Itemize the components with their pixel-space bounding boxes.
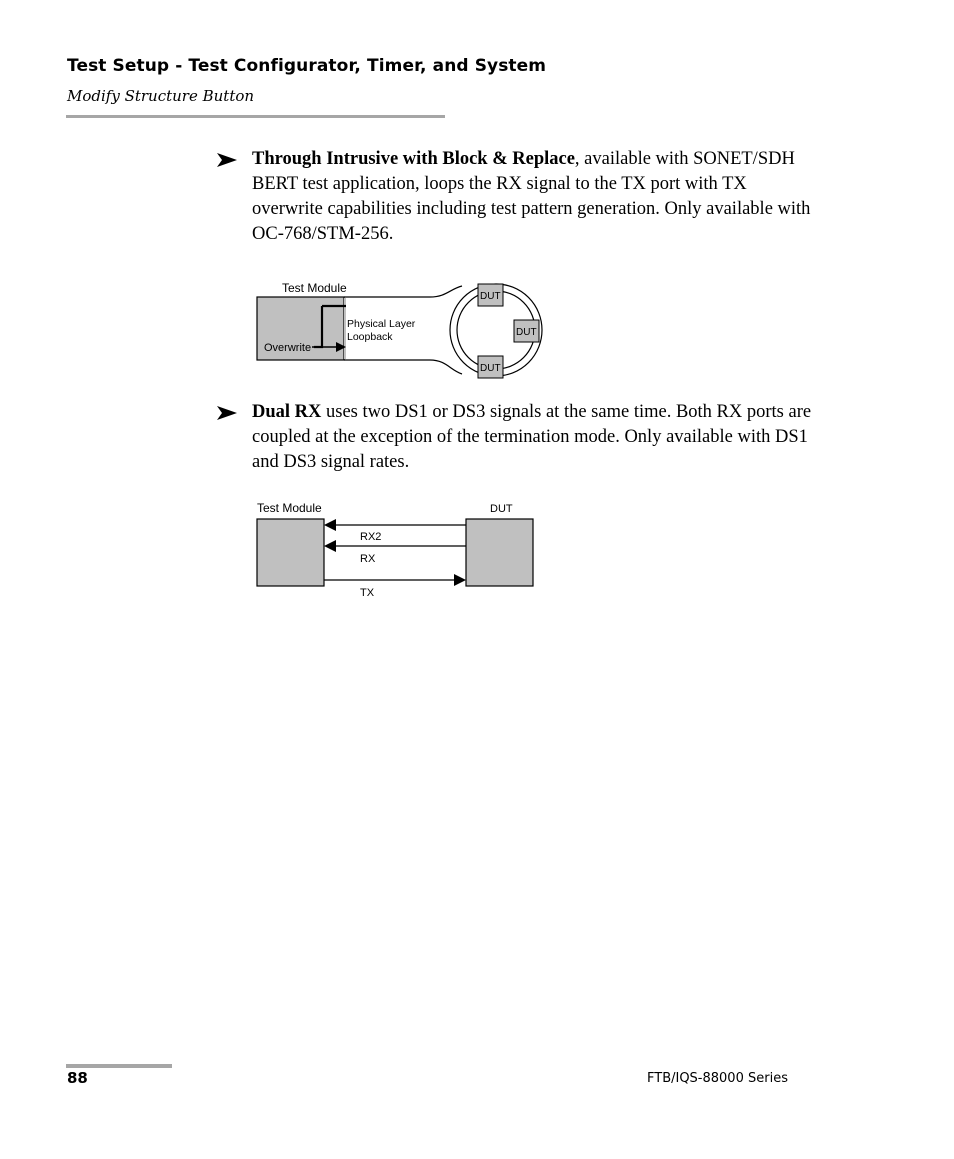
tx-arrowhead bbox=[454, 574, 466, 586]
section-title: Test Setup - Test Configurator, Timer, and System bbox=[67, 56, 547, 76]
dut-label: DUT bbox=[490, 503, 513, 515]
test-module-label: Test Module bbox=[282, 281, 347, 295]
test-module-box bbox=[257, 519, 324, 586]
bullet-dual-rx bbox=[252, 400, 812, 475]
loopback-label-line1: Physical Layer bbox=[347, 318, 416, 330]
header-divider bbox=[66, 115, 445, 118]
test-module-label: Test Module bbox=[257, 501, 322, 515]
rx-arrowhead bbox=[324, 540, 336, 552]
rx2-label: RX2 bbox=[360, 531, 382, 543]
bullet-text: uses two DS1 or DS3 signals at the same time. Both RX ports are coupled at the exception of the termination mode. Only available with DS1 and DS3 signal rates. bbox=[252, 402, 812, 472]
bullet-bold-label: Through Intrusive with Block & Replace bbox=[252, 149, 575, 169]
dual-rx-diagram bbox=[250, 496, 540, 602]
section-subtitle: Modify Structure Button bbox=[67, 87, 255, 105]
arrowhead-bullet-icon bbox=[217, 406, 237, 420]
page-number: 88 bbox=[67, 1069, 88, 1087]
bullet-bold-label: Dual RX bbox=[252, 402, 322, 422]
loopback-label-line2: Loopback bbox=[347, 331, 393, 343]
dut-bottom-label: DUT bbox=[480, 363, 501, 374]
bullet-text: , available with SONET/SDH BERT test application, loops the RX signal to the TX port with TX overwrite capabilities including test pattern generation. Only available with OC-768/STM-256. bbox=[252, 149, 811, 244]
dut-right-label: DUT bbox=[516, 327, 537, 338]
loopback-diagram bbox=[250, 278, 550, 388]
arrowhead-bullet-icon bbox=[217, 153, 237, 167]
overwrite-label: Overwrite bbox=[264, 342, 312, 354]
tx-label: TX bbox=[360, 587, 375, 599]
dut-top-label: DUT bbox=[480, 291, 501, 302]
dut-box bbox=[466, 519, 533, 586]
rx-label: RX bbox=[360, 553, 376, 565]
rx2-arrowhead bbox=[324, 519, 336, 531]
bullet-through-intrusive bbox=[252, 147, 812, 247]
footer-divider bbox=[66, 1064, 172, 1068]
product-series: FTB/IQS-88000 Series bbox=[647, 1071, 788, 1086]
